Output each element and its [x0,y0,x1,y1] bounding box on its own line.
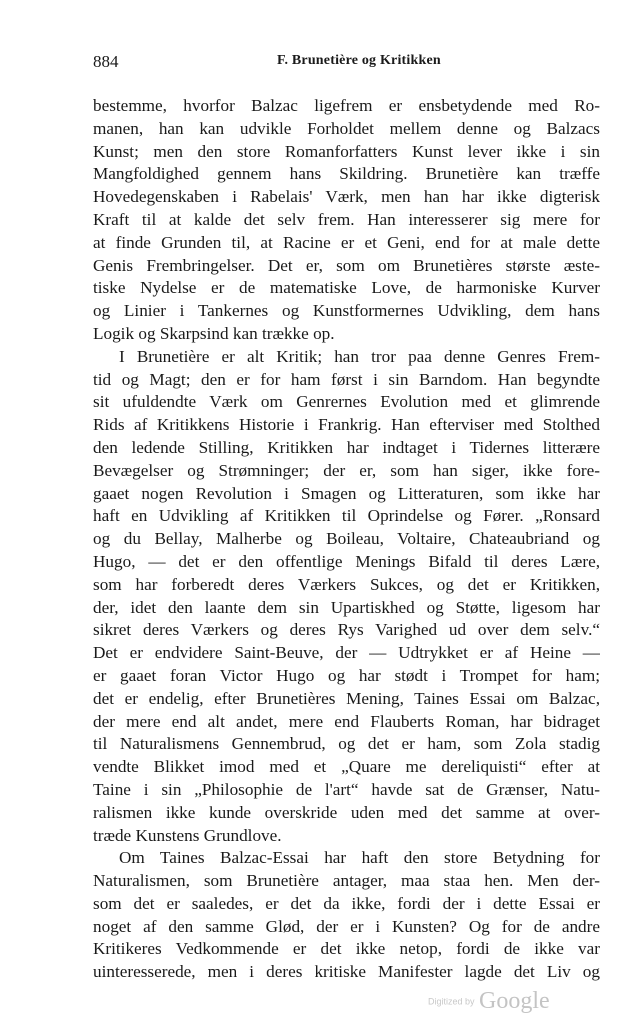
text-line: og du Bellay, Malherbe og Boileau, Voltaire, Chateaubriand og [93,529,600,549]
text-line: sit ufuldendte Værk om Genrernes Evolution med et glimrende [93,392,600,412]
text-line: det er endelig, efter Brunetières Mening, Taines Essai om Balzac, [93,688,600,708]
text-line: Kunst; men den store Romanforfatters Kunst lever ikke i sin [93,141,600,161]
text-line: sikret deres Værkers og deres Rys Varighed ud over dem selv.“ [93,620,600,640]
running-title: F. Brunetière og Kritikken [277,53,441,68]
text-line: haft en Udvikling af Kritikken til Oprindelse og Fører. „Ronsard [93,506,600,526]
text-line: Genis Frembringelser. Det er, som om Brunetières største æste- [93,255,600,275]
text-line: at finde Grunden til, at Racine er et Geni, end for at male dette [93,232,600,252]
page-number: 884 [93,52,119,71]
text-line: der mere end alt andet, mere end Flauberts Roman, har bidraget [93,711,600,731]
text-line: Kraft til at kalde det selv frem. Han interesserer sig mere for [93,209,600,229]
text-line: der, idet den laante dem sin Upartiskhed og Støtte, ligesom har [93,597,600,617]
text-line: som har forberedt deres Værkers Sukces, og det er Kritikken, [93,574,600,594]
text-line: er gaaet foran Victor Hugo og har stødt i Trompet for ham; [93,665,600,685]
text-line: Hovedegenskaben i Rabelais' Værk, men han har ikke digterisk [93,187,600,207]
text-line-paragraph-end: træde Kunstens Grundlove. [93,825,282,845]
text-line-paragraph-end: Logik og Skarpsind kan trække op. [93,323,335,343]
text-line: tiske Nydelse er de matematiske Love, de harmoniske Kurver [93,278,600,298]
text-line-paragraph-start: Om Taines Balzac-Essai har haft den store Betydning for [119,848,600,868]
digitization-watermark [428,988,550,1018]
text-line: Rids af Kritikkens Historie i Frankrig. Han efterviser med Stolthed [93,415,600,435]
text-line: Det er endvidere Saint-Beuve, der — Udtrykket er af Heine — [93,643,600,663]
text-line: uinteresserede, men i deres kritiske Manifester lagde det Liv og [93,962,600,982]
text-line: Bevægelser og Strømninger; der er, som han siger, ikke fore- [93,460,600,480]
running-head [93,52,598,76]
text-line: Naturalismen, som Brunetière antager, maa staa hen. Men der- [93,871,600,891]
body-text [93,95,600,984]
text-line: bestemme, hvorfor Balzac ligefrem er ensbetydende med Ro- [93,96,600,115]
text-line: den ledende Stilling, Kritikken har indtaget i Tidernes litterære [93,437,600,457]
text-line-paragraph-start: I Brunetière er alt Kritik; han tror paa denne Genres Frem- [119,346,600,366]
text-line: manen, han kan udvikle Forholdet mellem denne og Balzacs [93,118,600,138]
text-line: noget af den samme Glød, der er i Kunsten? Og for de andre [93,916,600,936]
text-line: og Linier i Tankernes og Kunstformernes Udvikling, dem hans [93,301,600,321]
text-line: ralismen ikke kunde overskride uden med det samme at over- [93,802,600,822]
text-line: tid og Magt; den er for ham først i sin Barndom. Han begyndte [93,369,600,389]
text-line: vendte Blikket imod med et „Quare me dereliquisti“ efter at [93,757,600,777]
text-line: Taine i sin „Philosophie de l'art“ havde sat de Grænser, Natu- [93,779,600,799]
text-line: Hugo, — det er den offentlige Menings Bifald til deres Lære, [93,551,600,571]
google-logo: Google [478,988,550,1014]
text-line: gaaet nogen Revolution i Smagen og Litteraturen, som ikke har [93,483,600,503]
text-line: Kritikeres Vedkommende er det ikke netop, fordi de ikke var [93,939,600,959]
watermark-prefix: Digitized by [428,996,475,1007]
text-line: Mangfoldighed gennem hans Skildring. Brunetière kan træffe [93,164,600,184]
text-line: som det er saaledes, er det da ikke, fordi der i dette Essai er [93,893,600,913]
text-line: til Naturalismens Gennembrud, og det er ham, som Zola stadig [93,734,600,754]
